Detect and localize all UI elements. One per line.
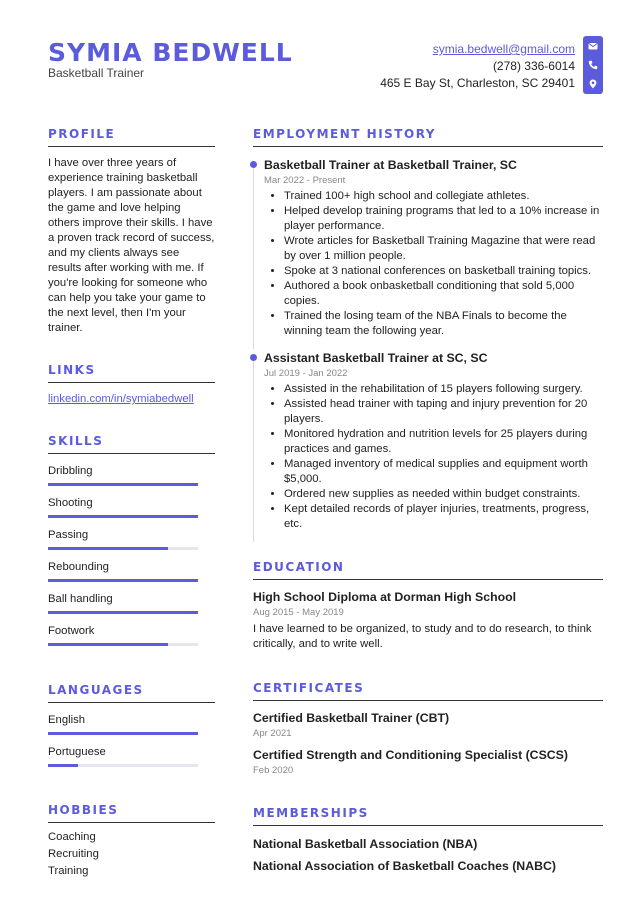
employment-section bbox=[253, 127, 603, 532]
job-bullet: • Assisted head trainer with taping and injury prevention for 20 players. bbox=[284, 397, 603, 427]
candidate-name: SYMIA BEDWELL bbox=[48, 38, 293, 67]
job-bullet: • Managed inventory of medical supplies and equipment worth $5,000. bbox=[284, 457, 603, 487]
certificate-date: Apr 2021 bbox=[253, 728, 292, 739]
job-entry bbox=[253, 351, 603, 532]
languages-list bbox=[48, 714, 215, 767]
location-pin-icon bbox=[588, 79, 598, 89]
education-heading: EDUCATION bbox=[253, 560, 603, 580]
address: 465 E Bay St, Charleston, SC 29401 bbox=[380, 76, 575, 90]
certificate-title: Certified Strength and Conditioning Specialist (CSCS) bbox=[253, 748, 568, 762]
right-column bbox=[253, 127, 603, 873]
certificate-item bbox=[253, 748, 603, 776]
envelope-icon bbox=[588, 41, 598, 51]
hobby-item: Coaching bbox=[48, 831, 96, 843]
skills-name: Footwork bbox=[48, 625, 95, 637]
skills-item bbox=[48, 497, 215, 518]
timeline-line bbox=[253, 164, 254, 349]
skills-name: Shooting bbox=[48, 497, 93, 509]
languages-level-fill bbox=[48, 732, 198, 735]
job-bullet: • Helped develop training programs that led to a 10% increase in player performance. bbox=[284, 204, 603, 234]
job-title: Assistant Basketball Trainer at SC, SC bbox=[264, 351, 488, 365]
profile-text: I have over three years of experience training basketball players. I am passionate about the game and love helping others improve their skills. I have a proven track record of success, and my clients always see results after working with me. If you're looking for someone who can help you take your game to the next level, then I'm your trainer. bbox=[48, 157, 215, 334]
certificate-date: Feb 2020 bbox=[253, 765, 294, 776]
job-bullets bbox=[264, 382, 603, 532]
skills-level-fill bbox=[48, 483, 198, 486]
job-bullet: • Monitored hydration and nutrition levels for 25 players during practices and games. bbox=[284, 427, 603, 457]
job-bullet: • Wrote articles for Basketball Training Magazine that were read by over 1 million people. bbox=[284, 234, 603, 264]
job-bullet: • Kept detailed records of player injuries, treatments, progress, etc. bbox=[284, 502, 603, 532]
skills-level-fill bbox=[48, 611, 198, 614]
languages-section bbox=[48, 683, 215, 767]
job-bullet: • Authored a book onbasketball conditioning that sold 5,000 copies. bbox=[284, 279, 603, 309]
profile-section bbox=[48, 127, 215, 336]
certificates-heading: CERTIFICATES bbox=[253, 681, 603, 701]
phone-number: (278) 336-6014 bbox=[492, 59, 575, 73]
skills-level-bar bbox=[48, 579, 198, 582]
linkedin-link[interactable]: linkedin.com/in/symiabedwell bbox=[48, 393, 194, 405]
membership-item: National Basketball Association (NBA) bbox=[253, 837, 478, 851]
skills-item bbox=[48, 625, 215, 646]
hobbies-section bbox=[48, 803, 215, 877]
skills-name: Passing bbox=[48, 529, 89, 541]
memberships-heading: MEMBERSHIPS bbox=[253, 806, 603, 826]
job-entry bbox=[253, 158, 603, 339]
languages-level-bar bbox=[48, 764, 198, 767]
education-item bbox=[253, 590, 603, 652]
skills-item bbox=[48, 561, 215, 582]
languages-name: English bbox=[48, 714, 86, 726]
phone-icon bbox=[588, 60, 598, 70]
skills-level-fill bbox=[48, 579, 198, 582]
skills-item bbox=[48, 593, 215, 614]
education-section bbox=[253, 560, 603, 652]
skills-level-bar bbox=[48, 515, 198, 518]
membership-item: National Association of Basketball Coaches (NABC) bbox=[253, 859, 556, 873]
timeline-line bbox=[253, 357, 254, 542]
education-text: I have learned to be organized, to study and to do research, to think critically, and to write well. bbox=[253, 623, 592, 650]
timeline-dot bbox=[250, 354, 257, 361]
email-link[interactable]: symia.bedwell@gmail.com bbox=[432, 42, 575, 56]
skills-section bbox=[48, 434, 215, 646]
skills-level-bar bbox=[48, 547, 198, 550]
links-heading: LINKS bbox=[48, 363, 215, 383]
languages-heading: LANGUAGES bbox=[48, 683, 215, 703]
skills-level-bar bbox=[48, 483, 198, 486]
skills-level-bar bbox=[48, 611, 198, 614]
job-title: Basketball Trainer bbox=[48, 66, 145, 80]
languages-level-bar bbox=[48, 732, 198, 735]
hobby-item: Recruiting bbox=[48, 848, 99, 860]
contact-icon-bar bbox=[583, 36, 603, 94]
skills-level-bar bbox=[48, 643, 198, 646]
certificate-title: Certified Basketball Trainer (CBT) bbox=[253, 711, 450, 725]
timeline-dot bbox=[250, 161, 257, 168]
languages-level-fill bbox=[48, 764, 78, 767]
skills-level-fill bbox=[48, 547, 168, 550]
contact-info bbox=[380, 41, 575, 92]
languages-item bbox=[48, 714, 215, 735]
skills-item bbox=[48, 529, 215, 550]
jobs-list bbox=[253, 158, 603, 532]
hobby-item: Training bbox=[48, 865, 89, 877]
skills-level-fill bbox=[48, 515, 198, 518]
job-bullet: • Assisted in the rehabilitation of 15 players following surgery. bbox=[284, 382, 603, 397]
skills-item bbox=[48, 465, 215, 486]
job-bullet: • Spoke at 3 national conferences on basketball training topics. bbox=[284, 264, 603, 279]
job-title: Basketball Trainer at Basketball Trainer, SC bbox=[264, 158, 517, 172]
skills-level-fill bbox=[48, 643, 168, 646]
profile-heading: PROFILE bbox=[48, 127, 215, 147]
languages-item bbox=[48, 746, 215, 767]
job-bullet: • Trained 100+ high school and collegiate athletes. bbox=[284, 189, 603, 204]
memberships-section bbox=[253, 806, 603, 873]
links-section bbox=[48, 363, 215, 405]
certificate-item bbox=[253, 711, 603, 739]
employment-heading: EMPLOYMENT HISTORY bbox=[253, 127, 603, 147]
skills-heading: SKILLS bbox=[48, 434, 215, 454]
certificates-section bbox=[253, 681, 603, 776]
skills-list bbox=[48, 465, 215, 646]
hobbies-heading: HOBBIES bbox=[48, 803, 215, 823]
skills-name: Rebounding bbox=[48, 561, 109, 573]
left-column bbox=[48, 127, 215, 877]
job-date: Jul 2019 - Jan 2022 bbox=[264, 368, 348, 379]
job-date: Mar 2022 - Present bbox=[264, 175, 346, 186]
skills-name: Ball handling bbox=[48, 593, 113, 605]
education-title: High School Diploma at Dorman High School bbox=[253, 590, 517, 604]
job-bullet: • Trained the losing team of the NBA Finals to become the winning team the following year. bbox=[284, 309, 603, 339]
job-bullet: • Ordered new supplies as needed within budget constraints. bbox=[284, 487, 603, 502]
hobbies-list bbox=[48, 831, 215, 877]
languages-name: Portuguese bbox=[48, 746, 106, 758]
education-date: Aug 2015 - May 2019 bbox=[253, 607, 344, 618]
skills-name: Dribbling bbox=[48, 465, 93, 477]
job-bullets bbox=[264, 189, 603, 339]
